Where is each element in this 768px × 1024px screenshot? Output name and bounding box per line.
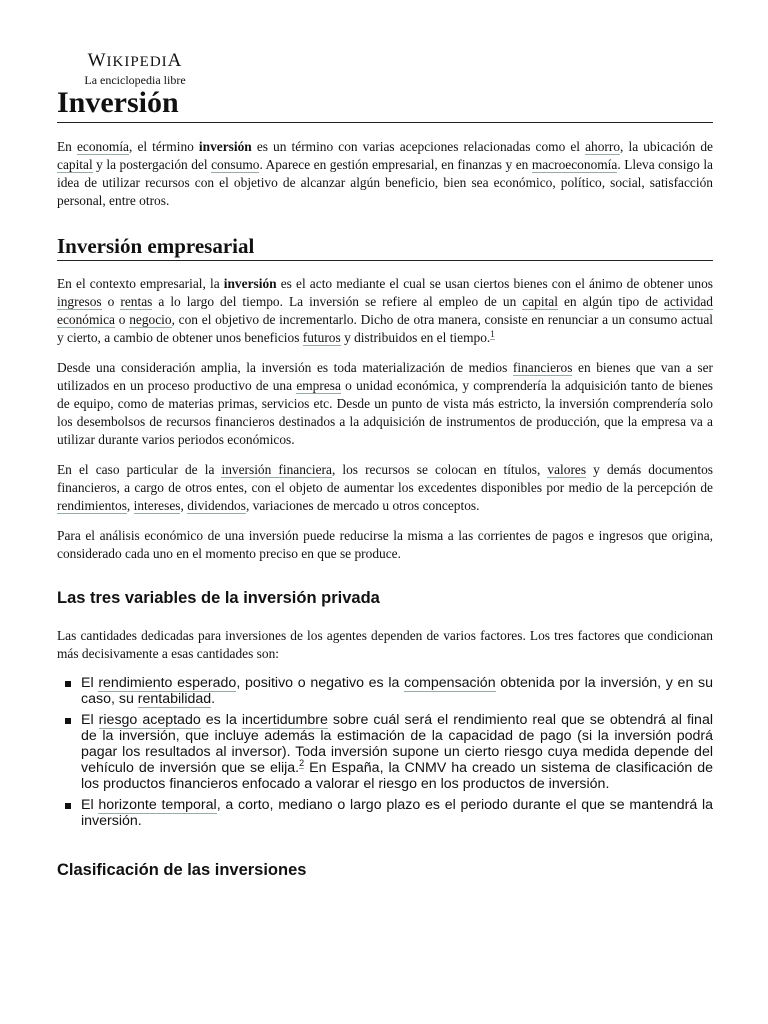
text: , el término xyxy=(129,139,199,154)
text: El xyxy=(81,712,99,728)
text: , la ubicación de xyxy=(620,139,713,154)
text: en algún tipo de xyxy=(557,294,664,309)
paragraph xyxy=(57,275,713,347)
wikipedia-tagline: La enciclopedia libre xyxy=(84,73,186,87)
link-rendimientos[interactable]: rendimientos xyxy=(57,498,127,513)
text: en bienes que van a ser utilizados en un proceso productivo de una xyxy=(57,360,713,393)
text: o xyxy=(101,294,121,309)
subsection-heading-clasificacion: Clasificación de las inversiones xyxy=(57,861,307,879)
wikipedia-wordmark: WIKIPEDIA xyxy=(87,50,183,71)
text: En el caso particular de la xyxy=(57,462,222,477)
link-ingresos[interactable]: ingresos xyxy=(57,294,102,309)
link-rendimiento-esperado[interactable]: rendimiento esperado xyxy=(98,675,237,691)
link-inversion-financiera[interactable]: inversión financiera xyxy=(221,462,332,477)
link-consumo[interactable]: consumo xyxy=(211,157,260,172)
section-heading-inversion-empresarial: Inversión empresarial xyxy=(57,232,713,261)
link-negocio[interactable]: negocio xyxy=(129,312,172,327)
link-empresa[interactable]: empresa xyxy=(296,378,341,393)
reference-2[interactable]: 2 xyxy=(299,758,305,769)
text: , con el objetivo de incrementarlo. Dicho de otra manera, consiste en renunciar a un consumo actual y cierto, a cambio de obtener unos beneficios xyxy=(57,312,713,345)
variables-list xyxy=(57,675,713,829)
text: En España, la CNMV ha creado un sistema de clasificación de los productos financieros enfocado a valorar el riesgo en los productos de inversión. xyxy=(81,760,713,792)
text: es un término con varias acepciones relacionadas como el xyxy=(251,139,586,154)
bold-term: inversión xyxy=(198,139,252,154)
text: o xyxy=(115,312,130,327)
link-ahorro[interactable]: ahorro xyxy=(585,139,621,154)
text: sobre cuál será el rendimiento real que se obtendrá al final de la inversión, que incluye además la estimación de la capacidad de pago (si la inversión podrá pagar los resultados al inversor). Toda inversión supone un cierto riesgo cuya medida depende del vehículo de inversión que se elija. xyxy=(81,712,713,776)
text: , a corto, mediano o largo plazo es el periodo durante el que se mantendrá la inversión. xyxy=(81,797,713,829)
text: y la postergación del xyxy=(92,157,212,172)
link-macroeconomia[interactable]: macroeconomía xyxy=(531,157,618,172)
text: es la xyxy=(200,712,242,728)
list-item xyxy=(81,797,713,829)
text: El xyxy=(81,797,99,813)
text: , variaciones de mercado u otros conceptos. xyxy=(245,498,480,513)
text: y distribuidos en el tiempo. xyxy=(340,330,491,345)
text: El xyxy=(81,675,99,691)
text: , xyxy=(180,498,188,513)
link-dividendos[interactable]: dividendos xyxy=(187,498,246,513)
page-title: Inversión xyxy=(57,84,713,123)
link-actividad-economica[interactable]: actividad económica xyxy=(57,294,713,327)
text: Desde una consideración amplia, la inversión es toda materialización de medios xyxy=(57,360,513,375)
text: es el acto mediante el cual se usan ciertos bienes con el ánimo de obtener unos xyxy=(276,276,713,291)
link-intereses[interactable]: intereses xyxy=(133,498,181,513)
article-body xyxy=(57,138,713,899)
text: , positivo o negativo es la xyxy=(236,675,405,691)
text: . Lleva consigo la idea de utilizar recursos con el objetivo de alcanzar algún beneficio, bien sea económico, político, social, satisfacción personal, entre otros. xyxy=(57,157,713,208)
text: o unidad económica, y comprendería la adquisición tanto de bienes de equipo, como de materias primas, servicios etc. Desde un punto de vista más estricto, la inversión comprendería solo los desembolsos de recursos financieros destinados a la adquisición de instrumentos de producción, que la empresa va a utilizar durante varios periodos económicos. xyxy=(57,378,713,447)
link-compensacion[interactable]: compensación xyxy=(404,675,496,691)
text: En el contexto empresarial, la xyxy=(57,276,224,291)
text: y demás documentos financieros, a cargo de otros entes, con el objeto de aumentar los excedentes disponibles por medio de la percepción de xyxy=(57,462,713,495)
text: , los recursos se colocan en títulos, xyxy=(331,462,548,477)
link-capital[interactable]: capital xyxy=(522,294,558,309)
link-horizonte-temporal[interactable]: horizonte temporal xyxy=(98,797,217,813)
link-riesgo-aceptado[interactable]: riesgo aceptado xyxy=(98,712,201,728)
link-valores[interactable]: valores xyxy=(547,462,587,477)
paragraph: Las cantidades dedicadas para inversiones de los agentes dependen de varios factores. Los tres factores que condicionan más decisivamente a esas cantidades son: xyxy=(57,628,713,661)
link-capital[interactable]: capital xyxy=(57,157,93,172)
paragraph: Para el análisis económico de una inversión puede reducirse la misma a las corrientes de pagos e ingresos que origina, considerado cada uno en el momento preciso en que se produce. xyxy=(57,528,713,561)
list-item xyxy=(81,712,713,792)
intro-paragraph xyxy=(57,138,713,210)
link-futuros[interactable]: futuros xyxy=(302,330,341,345)
text: obtenida por la inversión, y en su caso, su xyxy=(81,675,714,707)
subsection-heading-tres-variables: Las tres variables de la inversión privada xyxy=(57,589,380,607)
text: En xyxy=(57,139,77,154)
text: . Aparece en gestión empresarial, en finanzas y en xyxy=(259,157,532,172)
bold-term: inversión xyxy=(223,276,277,291)
text: , xyxy=(126,498,134,513)
link-economia[interactable]: economía xyxy=(76,139,130,154)
list-item xyxy=(81,675,713,707)
paragraph xyxy=(57,461,713,515)
link-rentas[interactable]: rentas xyxy=(120,294,153,309)
reference-1[interactable]: 1 xyxy=(490,328,495,339)
text: . xyxy=(211,691,216,707)
link-financieros[interactable]: financieros xyxy=(512,360,573,375)
link-incertidumbre[interactable]: incertidumbre xyxy=(241,712,328,728)
text: a lo largo del tiempo. La inversión se refiere al empleo de un xyxy=(152,294,523,309)
wikipedia-logo[interactable] xyxy=(75,50,195,87)
paragraph xyxy=(57,359,713,449)
link-rentabilidad[interactable]: rentabilidad xyxy=(137,691,212,707)
